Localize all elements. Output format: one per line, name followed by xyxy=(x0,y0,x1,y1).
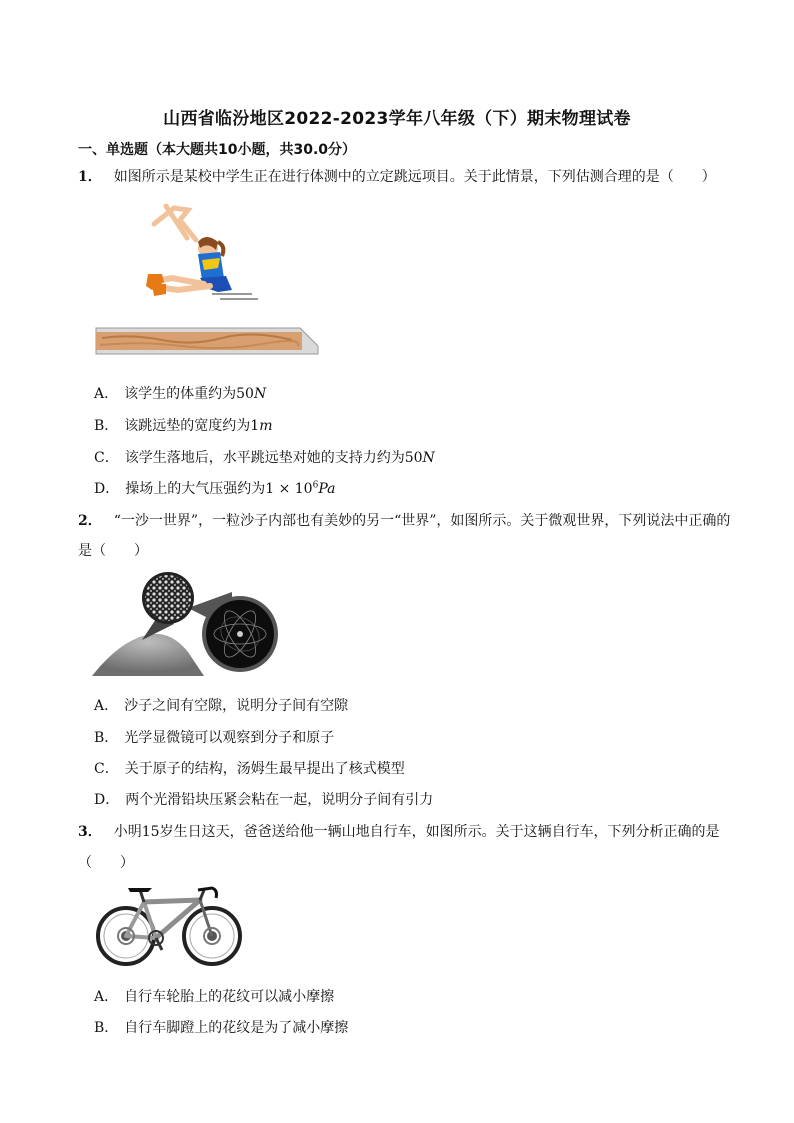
q1-option-a[interactable]: A． 该学生的体重约为50N xyxy=(94,386,267,402)
question-text: 小明15岁生日这天，爸爸送给他一辆山地自行车，如图所示。关于这辆自行车，下列分析正确的是 xyxy=(113,824,720,840)
question-number: 3． xyxy=(78,824,102,840)
question-1 xyxy=(78,166,716,186)
q3-option-a[interactable]: A． 自行车轮胎上的花纹可以减小摩擦 xyxy=(94,989,335,1005)
question-text: “一沙一世界”，一粒沙子内部也有美妙的另一“世界”，如图所示。关于微观世界，下列说法中正确的 xyxy=(113,513,731,529)
q2-option-d[interactable]: D． 两个光滑铅块压紧会粘在一起，说明分子间有引力 xyxy=(94,792,434,808)
page-title: 山西省临汾地区2022-2023学年八年级（下）期末物理试卷 xyxy=(163,109,631,129)
q2-option-b[interactable]: B． 光学显微镜可以观察到分子和原子 xyxy=(94,730,335,746)
section-heading: 一、单选题（本大题共10小题，共30.0分） xyxy=(78,142,357,158)
q2-option-c[interactable]: C． 关于原子的结构，汤姆生最早提出了核式模型 xyxy=(94,761,405,777)
bicycle-figure xyxy=(94,880,246,972)
sand-microworld-figure xyxy=(92,568,284,680)
q1-option-d[interactable]: D． 操场上的大气压强约为$1 \times 10^6Pa$ xyxy=(94,480,336,497)
q2-option-a[interactable]: A． 沙子之间有空隙，说明分子间有空隙 xyxy=(94,698,349,714)
question-3-continued: （ ） xyxy=(78,855,134,871)
long-jump-figure xyxy=(92,198,324,364)
question-number: 1． xyxy=(78,169,102,185)
question-3 xyxy=(78,821,720,841)
question-number: 2． xyxy=(78,513,102,529)
question-2 xyxy=(78,510,730,530)
q1-option-c[interactable]: C． 该学生落地后，水平跳远垫对她的支持力约为50N xyxy=(94,450,435,466)
question-2-continued: 是（ ） xyxy=(78,543,148,559)
question-text: 如图所示是某校中学生正在进行体测中的立定跳远项目。关于此情景，下列估测合理的是（ ） xyxy=(113,169,716,185)
q3-option-b[interactable]: B． 自行车脚蹬上的花纹是为了减小摩擦 xyxy=(94,1020,349,1036)
q1-option-b[interactable]: B． 该跳远垫的宽度约为1m xyxy=(94,418,273,434)
